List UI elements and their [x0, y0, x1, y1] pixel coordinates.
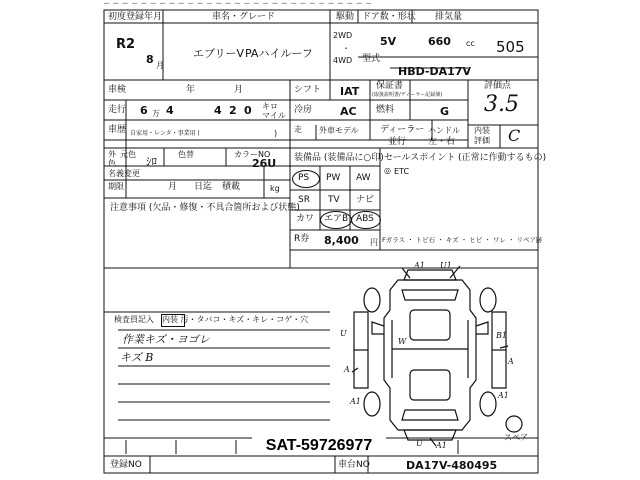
first-reg-label: 初度登録年月: [108, 12, 163, 22]
equipment-ps: PS: [298, 173, 310, 183]
displacement-label: 排気量: [435, 12, 463, 22]
color-code-label: カラーNO: [234, 150, 271, 159]
damage-mark-front-1: A1: [414, 261, 425, 270]
parallel-label: 並行: [388, 137, 407, 147]
history-close: ): [274, 129, 278, 138]
damage-mark-left-2: A: [344, 365, 350, 374]
name-change-day: 日迄: [194, 182, 213, 192]
equipment-abs: ABS: [356, 214, 374, 224]
interior-sub: 評価: [474, 136, 490, 145]
recycle-value: 8,400: [324, 234, 359, 247]
damage-mark-center: W: [398, 337, 407, 346]
color-label: 元色: [120, 150, 136, 159]
mileage-digit-1: 6: [140, 104, 148, 117]
first-reg-month-unit: 月: [156, 61, 164, 70]
warranty-sub: (取扱説明書/ディーラー記録簿): [372, 92, 443, 98]
mileage-digit-5: 0: [244, 104, 252, 117]
vehicle-grade: PAハイルーフ: [245, 47, 313, 60]
damage-options: Fガラス ・ トビ石 ・ キズ ・ ヒビ ・ ワレ ・ リペア跡: [382, 236, 543, 244]
exterior-sub: 色: [108, 159, 116, 168]
load-label: 積載: [222, 182, 241, 192]
model-code: HBD-DA17V: [398, 65, 471, 78]
mileage-digit-4: 2: [229, 104, 237, 117]
equipment-label: 装備品 (装備品に○印): [294, 153, 384, 163]
score-value: 3.5: [484, 92, 519, 117]
damage-mark-rear-1: U: [416, 439, 423, 448]
damage-mark-front-2: U1: [440, 261, 452, 270]
door-label: ドア数・形状: [362, 12, 416, 22]
car-inspection-year: 年: [186, 85, 196, 95]
handle-value: 左・右: [428, 137, 456, 147]
lot-number: 505: [496, 38, 525, 56]
damage-mark-right-1: B1: [496, 331, 507, 340]
top-cut-text: ─ ─ ─ ─ ─ ─ ─ ─ ─ ─ ─ ─ ─ ─ ─ ─ ─ ─ ─ ─ ─ ─ ─ ─ ─ ─ ─ ─ ─: [104, 0, 372, 8]
displacement-value: 660: [428, 35, 451, 48]
history-label: 車歴: [108, 125, 127, 135]
fuel-value: G: [440, 105, 450, 118]
spare-label: スペア: [504, 433, 528, 442]
damage-mark-rear-right: A1: [498, 391, 509, 400]
damage-mark-rear-2: A1: [436, 441, 447, 450]
name-change-sub: 期限: [108, 182, 124, 191]
equipment-aw: AW: [356, 173, 371, 183]
load-kg: kg: [270, 184, 280, 193]
chassis-label: 車台NO: [338, 460, 370, 470]
fuel-label: 燃料: [376, 105, 395, 115]
mileage-label: 走行: [108, 105, 127, 115]
damage-mark-left-1: U: [340, 329, 347, 338]
reg-no-label: 登録NO: [110, 460, 142, 470]
damage-mark-rear-left: A1: [350, 397, 361, 406]
displacement-unit: cc: [466, 39, 475, 48]
recycle-label: R券: [294, 234, 310, 244]
inspector-note-2: キズ B: [120, 351, 154, 364]
first-reg-era: R2: [116, 37, 136, 52]
etc-marker-icon: ◎: [384, 166, 391, 175]
mileage-unit-mile: マイル: [262, 111, 286, 120]
ac-label: 冷房: [294, 105, 313, 115]
import-label: 走: [294, 125, 302, 134]
interior-label: 内装: [474, 126, 490, 135]
drive-2wd: 2WD: [333, 31, 353, 40]
equipment-leather: カワ: [296, 214, 315, 224]
color-change-label: 色替: [178, 150, 194, 159]
car-name-label: 車名・グレード: [212, 12, 276, 22]
color-value: ｼﾛ: [146, 155, 157, 168]
first-reg-month: 8: [146, 53, 154, 66]
name-change-label: 名義変更: [108, 169, 140, 178]
ac-value: AC: [340, 105, 357, 118]
color-code-value: 26U: [252, 157, 277, 170]
score-label: 評価点: [484, 81, 512, 91]
name-change-month: 月: [168, 182, 178, 192]
etc-label: ETC: [394, 167, 410, 176]
shift-value: IAT: [340, 85, 360, 98]
warranty-label: 保証書: [376, 81, 404, 91]
notes-label: 注意事項 (欠品・修復・不具合箇所および状態): [110, 203, 300, 213]
door-value: 5V: [380, 35, 397, 48]
drive-4wd: 4WD: [333, 56, 353, 65]
import-sub: 外車モデル: [319, 126, 359, 135]
inspector-options: 内装 汚・タバコ・キズ・キレ・コゲ・穴: [162, 315, 309, 324]
damage-mark-right-2: A: [508, 357, 514, 366]
equipment-pw: PW: [326, 173, 341, 183]
sales-points-label: セールスポイント (正常に作動するもの): [384, 153, 547, 163]
exterior-label: 外: [108, 150, 116, 159]
handle-label: ハンドル: [428, 126, 460, 135]
car-inspection-month: 月: [234, 85, 244, 95]
chassis-value: DA17V-480495: [406, 459, 498, 472]
equipment-airbag: エアB: [324, 214, 349, 224]
equipment-navi: ナビ: [356, 195, 375, 205]
equipment-sr: SR: [298, 195, 310, 205]
mileage-digit-3: 4: [214, 104, 222, 117]
car-inspection-label: 車検: [108, 85, 127, 95]
recycle-unit: 円: [370, 238, 378, 247]
model-label: 型式: [362, 54, 381, 64]
mileage-digit-2: 4: [166, 104, 174, 117]
drive-label: 駆動: [336, 12, 355, 22]
inspector-note-1: 作業キズ・ヨゴレ: [122, 333, 210, 346]
history-options: 自家用・レンタ・事業用 (: [130, 130, 200, 137]
dealer-label: ディーラー: [380, 125, 425, 135]
mileage-unit-km: キロ: [262, 102, 278, 111]
mileage-thousand: 万: [152, 109, 160, 118]
interior-value: C: [508, 126, 521, 145]
vehicle-name: エブリーV: [193, 47, 245, 60]
watermark-id: SAT-59726977: [252, 437, 386, 455]
inspector-label: 検査員記入: [114, 315, 154, 324]
shift-label: シフト: [294, 85, 322, 95]
equipment-tv: TV: [328, 195, 340, 205]
